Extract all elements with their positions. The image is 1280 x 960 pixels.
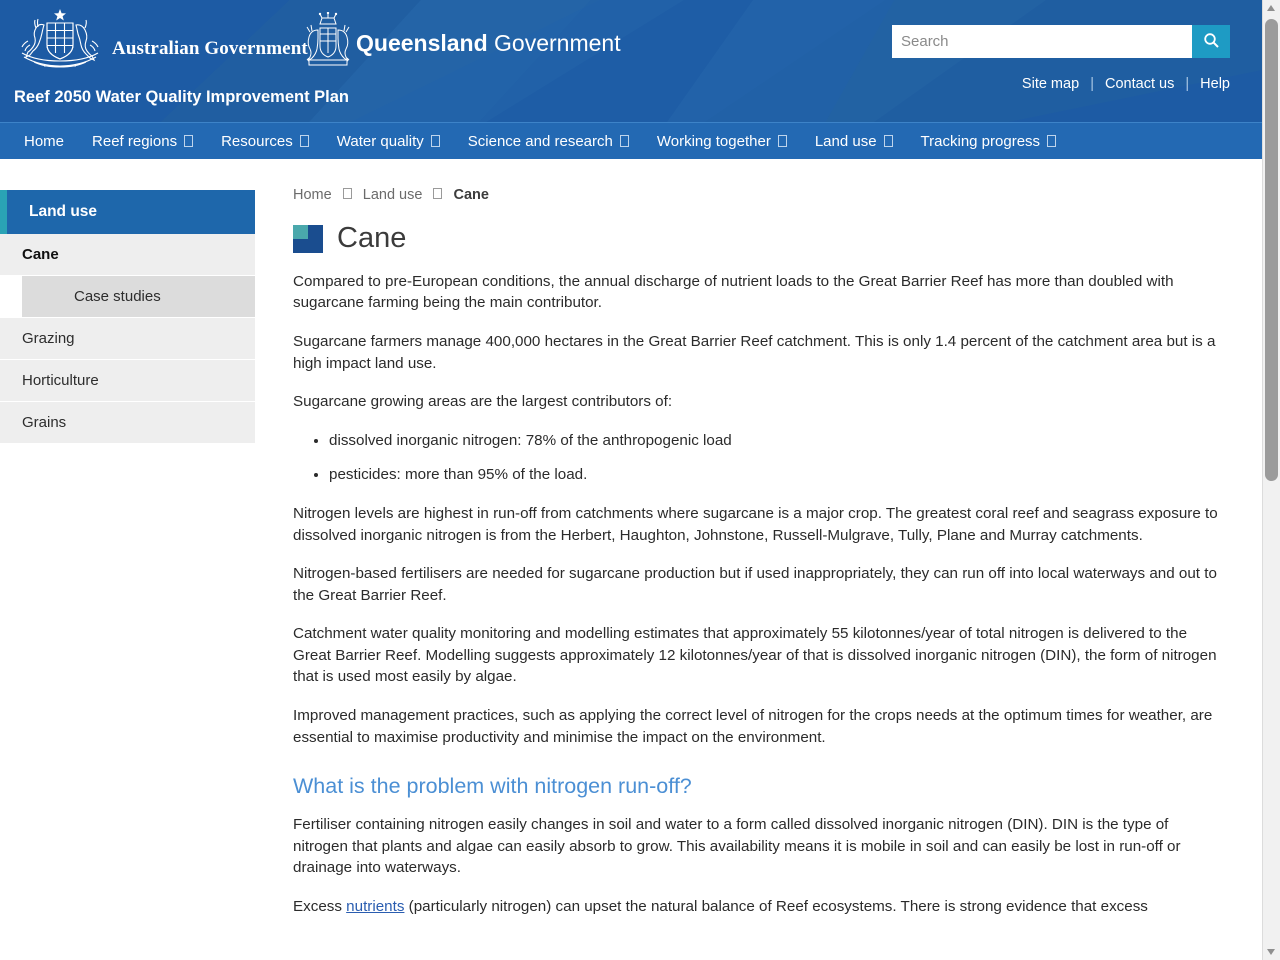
- plan-title: Reef 2050 Water Quality Improvement Plan: [14, 88, 350, 106]
- link-help[interactable]: Help: [1200, 76, 1230, 92]
- nav-item-label: Home: [24, 132, 65, 150]
- excess-text-after: (particularly nitrogen) can upset the natural balance of Reef ecosystems. There is strong evidence that excess: [404, 897, 1148, 915]
- paragraph-din-explanation: Fertiliser containing nitrogen easily changes in soil and water to a form called dissolved inorganic nitrogen (DIN). DIN is the type of nitrogen that plants and algae can easily absorb to grow. This availability means it is mobile in soil and can easily be lost in run-off or drainage into waterways.: [293, 815, 1181, 877]
- sidebar-item-label: Cane: [22, 246, 59, 263]
- nav-item-label: Reef regions: [92, 132, 178, 150]
- page-title-row: [293, 223, 1222, 255]
- paragraph-fertilisers: Nitrogen-based fertilisers are needed for sugarcane production but if used inappropriately, they can run off into local waterways and out to the Great Barrier Reef.: [293, 565, 1217, 604]
- nav-item-reef-regions[interactable]: [78, 123, 207, 160]
- site-header: [0, 0, 1262, 122]
- nav-item-land-use[interactable]: [801, 123, 907, 160]
- sidebar-item-case-studies[interactable]: [22, 276, 255, 318]
- chevron-down-icon: [300, 135, 309, 147]
- sidebar-item-cane[interactable]: [0, 234, 255, 276]
- paragraph-improved-practices: Improved management practices, such as applying the correct level of nitrogen for the crops needs at the optimum times for weather, are essential to maximise productivity and minimise the impact on the environment.: [293, 706, 1213, 746]
- search-box[interactable]: [892, 25, 1230, 58]
- paragraph-intro: Compared to pre-European conditions, the annual discharge of nutrient loads to the Great Barrier Reef has more than doubled with sugarcane farming being the main contributor.: [293, 272, 1174, 312]
- sidebar-item-grains[interactable]: [0, 402, 255, 444]
- breadcrumb-item-home[interactable]: Home: [293, 187, 332, 203]
- sidebar-item-horticulture[interactable]: [0, 360, 255, 402]
- nav-item-science-and-research[interactable]: [454, 123, 643, 160]
- scrollbar-thumb[interactable]: [1265, 19, 1278, 481]
- nav-item-resources[interactable]: [207, 123, 323, 160]
- scroll-up-arrow-icon[interactable]: [1263, 0, 1280, 17]
- chevron-down-icon: [184, 135, 193, 147]
- utility-separator-2: |: [1185, 76, 1190, 92]
- nav-item-working-together[interactable]: [643, 123, 801, 160]
- chevron-down-icon: [620, 135, 629, 147]
- page-title: Cane: [337, 222, 407, 254]
- nav-item-label: Working together: [656, 132, 771, 150]
- paragraph-contributors-lead: Sugarcane growing areas are the largest contributors of:: [293, 393, 673, 411]
- sidebar-item-label: Case studies: [74, 288, 161, 305]
- paragraph-monitoring: Catchment water quality monitoring and modelling estimates that approximately 55 kilotonnes/year of total nitrogen is delivered to the Great Barrier Reef. Modelling suggests approximately 12 kilotonnes/year of that is dissolved inorganic nitrogen (DIN), the form of nitrogen that is used most easily by algae.: [293, 625, 1217, 686]
- sidebar: [0, 159, 255, 444]
- nav-item-home[interactable]: [10, 123, 78, 160]
- page-body: [0, 159, 1262, 934]
- link-site-map[interactable]: Site map: [1021, 76, 1080, 92]
- nav-item-label: Resources: [221, 132, 293, 150]
- nav-item-label: Tracking progress: [920, 132, 1041, 150]
- sidebar-item-label: Grazing: [22, 330, 75, 347]
- sidebar-heading-land-use: Land use: [0, 190, 255, 234]
- main-navigation: [0, 122, 1262, 159]
- link-nutrients[interactable]: nutrients: [346, 897, 405, 915]
- link-contact-us[interactable]: Contact us: [1105, 76, 1175, 92]
- sidebar-item-grazing[interactable]: [0, 318, 255, 360]
- nav-item-label: Science and research: [467, 132, 613, 150]
- paragraph-hectares: Sugarcane farmers manage 400,000 hectares in the Great Barrier Reef catchment. This is only 1.4 percent of the catchment area but is a high impact land use.: [293, 333, 1216, 372]
- section-heading-nitrogen-runoff: What is the problem with nitrogen run-off?: [293, 774, 692, 799]
- contributors-list: [293, 430, 1222, 486]
- list-item: • dissolved inorganic nitrogen: 78% of the anthropogenic load: [329, 430, 1222, 452]
- brand-qld-bold: Queensland: [356, 30, 488, 56]
- chevron-down-icon: [778, 135, 787, 147]
- utility-links: [1022, 76, 1230, 92]
- chevron-down-icon: [884, 135, 893, 147]
- excess-text-before: Excess: [293, 897, 347, 915]
- search-input[interactable]: [892, 25, 1192, 58]
- queensland-coat-of-arms-icon: [303, 12, 353, 70]
- breadcrumb: [293, 187, 1222, 203]
- page-scrollbar[interactable]: [1262, 0, 1280, 960]
- nav-item-label: Land use: [814, 132, 877, 150]
- chevron-down-icon: [431, 135, 440, 147]
- utility-separator-1: |: [1090, 76, 1094, 92]
- cane-page-icon: [293, 225, 323, 253]
- list-item: • pesticides: more than 95% of the load.: [329, 464, 1222, 486]
- brand-qld-light: Government: [487, 30, 621, 56]
- breadcrumb-separator-icon: [343, 188, 352, 199]
- breadcrumb-item-land-use[interactable]: Land use: [362, 187, 423, 203]
- main-content: [255, 159, 1262, 934]
- australian-coat-of-arms-icon: [14, 5, 106, 73]
- breadcrumb-item-cane: Cane: [453, 187, 489, 203]
- sidebar-item-label: Horticulture: [22, 372, 99, 389]
- nav-item-water-quality[interactable]: [323, 123, 454, 160]
- brand-queensland-government: [356, 30, 621, 57]
- brand-australian-government: Australian Government: [112, 38, 308, 59]
- nav-item-tracking-progress[interactable]: [907, 123, 1071, 160]
- scroll-down-arrow-icon[interactable]: [1263, 943, 1280, 960]
- nav-item-label: Water quality: [336, 132, 424, 150]
- chevron-down-icon: [1047, 135, 1056, 147]
- sidebar-item-label: Grains: [22, 414, 67, 431]
- search-icon: [1203, 32, 1220, 49]
- paragraph-excess-nutrients: [293, 896, 1222, 918]
- breadcrumb-separator-icon: [433, 188, 442, 199]
- search-button[interactable]: [1192, 25, 1230, 58]
- paragraph-nitrogen-levels: Nitrogen levels are highest in run-off from catchments where sugarcane is a major crop. The greatest coral reef and seagrass exposure to dissolved inorganic nitrogen is from the Herbert, Haughton, Johnstone, Russell-Mulgrave, Tully, Plane and Murray catchments.: [293, 504, 1218, 544]
